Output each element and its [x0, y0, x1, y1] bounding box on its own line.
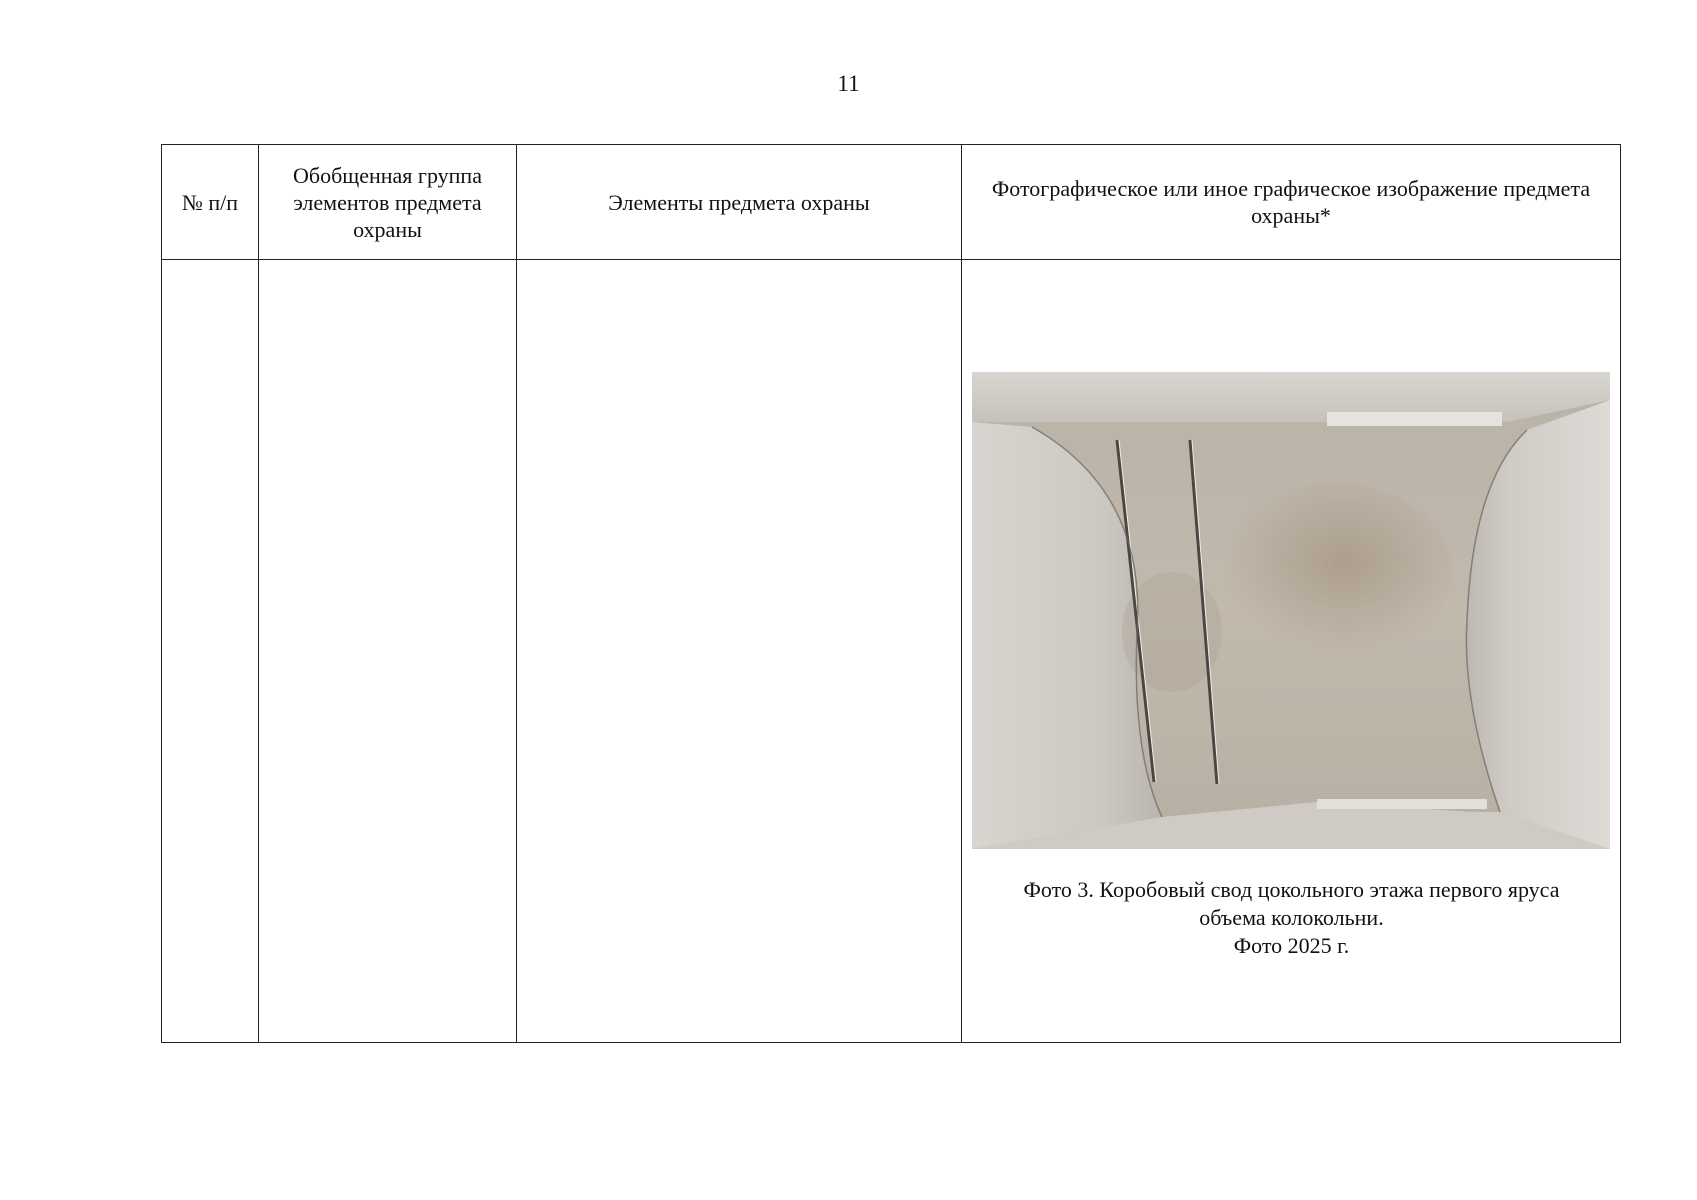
page-number: 11 — [837, 71, 860, 96]
header-protected-elements: Элементы предмета охраны — [517, 145, 962, 260]
header-element-group: Обобщенная группа элементов предмета охраны — [259, 145, 517, 260]
caption-line-1: Фото 3. Коробовый свод цокольного этажа первого яруса — [1023, 877, 1560, 902]
vaulted-ceiling-photo — [972, 372, 1610, 849]
caption-line-3: Фото 2025 г. — [1233, 933, 1350, 958]
header-number: № п/п — [162, 145, 259, 260]
cell-element-group — [259, 260, 517, 1043]
header-photo: Фотографическое или иное графическое изображение предмета охраны* — [962, 145, 1621, 260]
cell-number — [162, 260, 259, 1043]
vaulted-ceiling-image — [972, 372, 1610, 849]
cell-photo — [962, 260, 1621, 1043]
photo-caption — [962, 876, 1621, 960]
caption-line-2: объема колокольни. — [1199, 905, 1384, 930]
table-header-row — [162, 145, 1621, 260]
cell-protected-elements — [517, 260, 962, 1043]
table-row — [162, 260, 1621, 1043]
heritage-elements-table — [161, 144, 1621, 1043]
